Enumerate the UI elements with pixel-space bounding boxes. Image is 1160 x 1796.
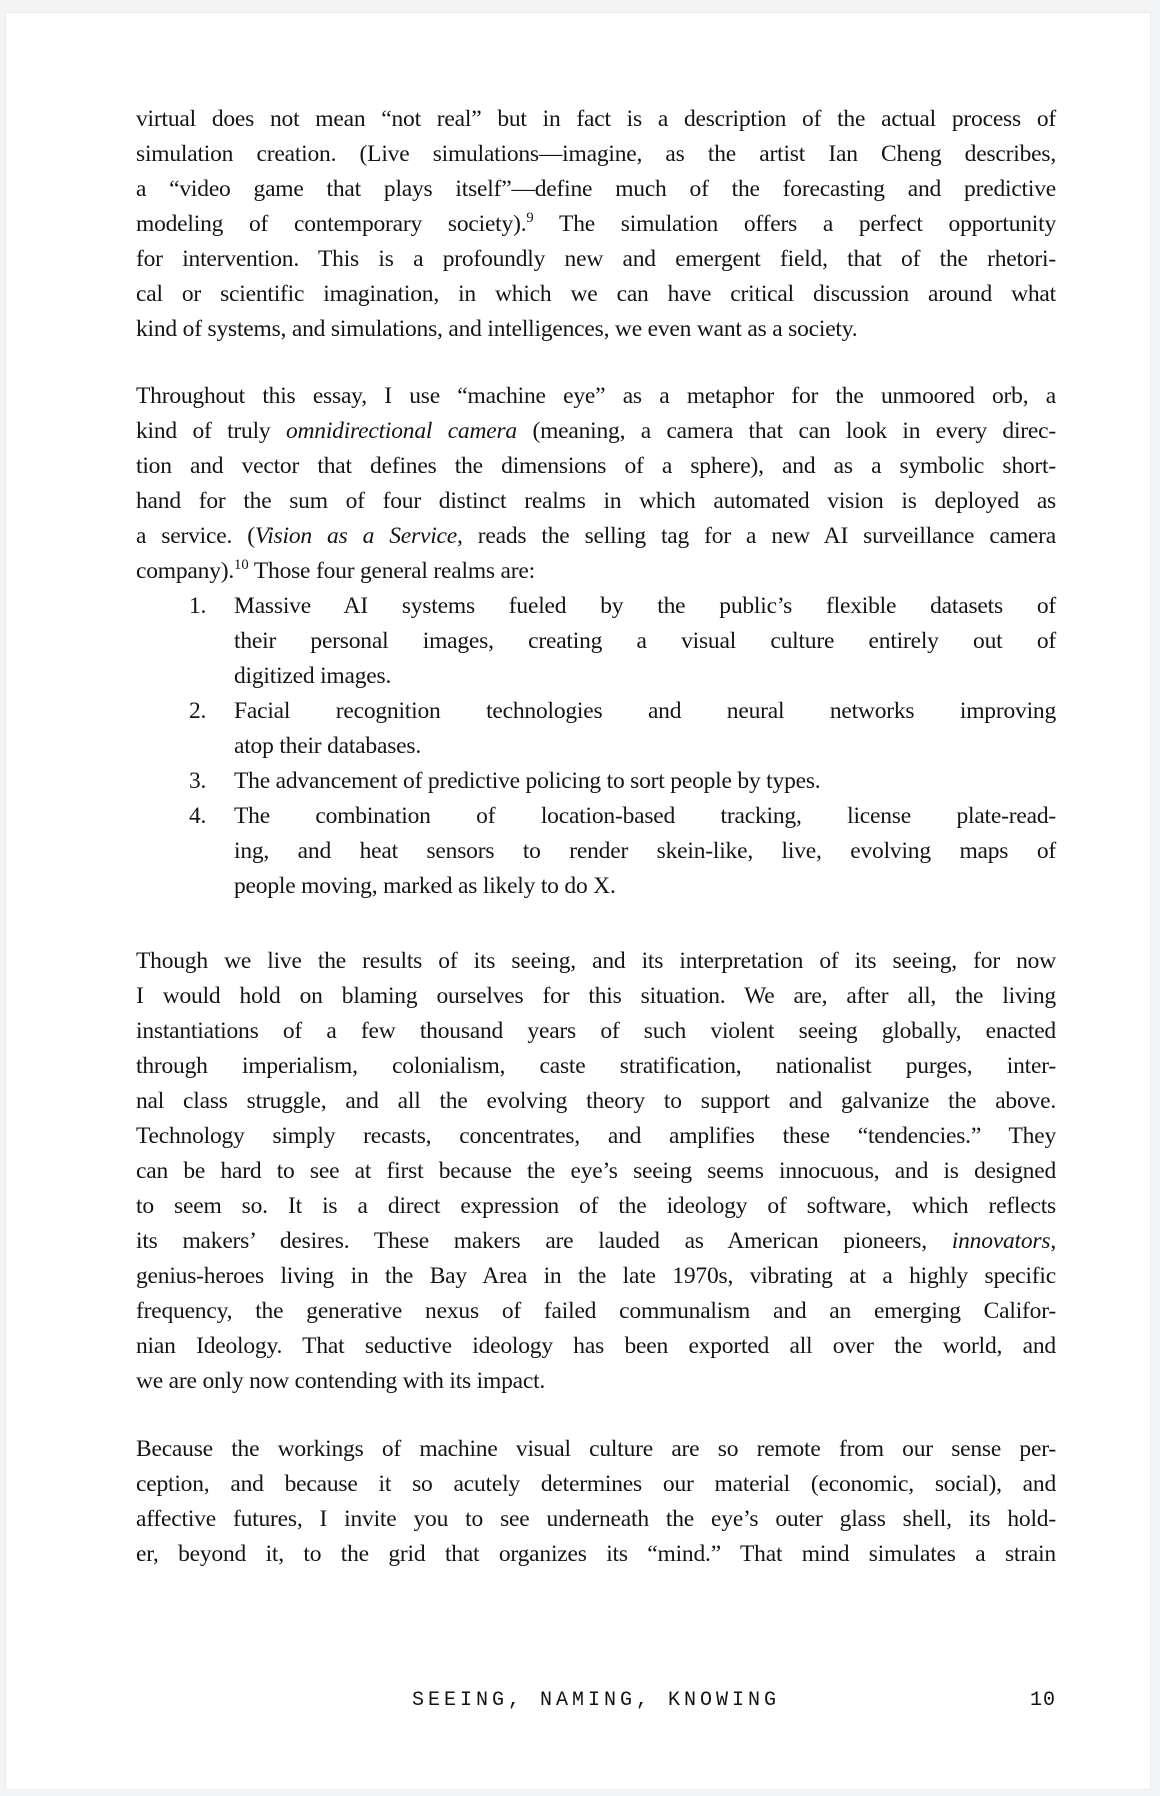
list-item-marker: 4.: [189, 803, 207, 829]
document-page: [5, 12, 1151, 1790]
text-line: I would hold on blaming ourselves for this situation. We are, after all, the living: [136, 983, 1056, 1009]
list-item: [136, 589, 1056, 694]
text-line: a “video game that plays itself”—define much of the forecasting and predictive: [136, 176, 1056, 202]
text-line: for intervention. This is a profoundly new and emergent field, that of the rhetori-: [136, 246, 1056, 272]
text-line: genius-heroes living in the Bay Area in the late 1970s, vibrating at a highly specific: [136, 1263, 1056, 1289]
text-line: its makers’ desires. These makers are lauded as American pioneers, innovators,: [136, 1228, 1056, 1254]
text-line: Technology simply recasts, concentrates, and amplifies these “tendencies.” They: [136, 1123, 1056, 1149]
text-line: Throughout this essay, I use “machine eye” as a metaphor for the unmoored orb, a: [136, 383, 1056, 409]
text-line: nal class struggle, and all the evolving theory to support and galvanize the above.: [136, 1088, 1056, 1114]
text-line: kind of truly omnidirectional camera (meaning, a camera that can look in every direc-: [136, 418, 1057, 444]
four-realms-list: [136, 589, 1056, 904]
text-line: their personal images, creating a visual culture entirely out of: [234, 628, 1056, 654]
text-line: cal or scientific imagination, in which we can have critical discussion around what: [136, 281, 1056, 307]
list-item-marker: 3.: [189, 768, 207, 794]
text-line: people moving, marked as likely to do X.: [234, 873, 616, 899]
text-column: [136, 102, 1056, 1572]
list-item: [136, 764, 1056, 799]
text-line: The advancement of predictive policing to sort people by types.: [234, 768, 821, 794]
page-footer: [136, 1689, 1056, 1719]
text-line: through imperialism, colonialism, caste stratification, nationalist purges, inter-: [136, 1053, 1056, 1079]
text-line: Facial recognition technologies and neural networks improving: [234, 698, 1056, 724]
text-line: Because the workings of machine visual culture are so remote from our sense per-: [136, 1436, 1056, 1462]
page-number: 10: [1029, 1689, 1056, 1712]
text-line: simulation creation. (Live simulations—imagine, as the artist Ian Cheng describes,: [136, 141, 1056, 167]
violent-seeing: [136, 944, 1056, 1399]
list-item: [136, 799, 1056, 904]
text-line: tion and vector that defines the dimensions of a sphere), and as a symbolic short-: [136, 453, 1056, 479]
text-line: nian Ideology. That seductive ideology has been exported all over the world, and: [136, 1333, 1056, 1359]
text-line: Though we live the results of its seeing, and its interpretation of its seeing, for now: [136, 948, 1056, 974]
text-line: we are only now contending with its impact.: [136, 1368, 546, 1394]
text-line: frequency, the generative nexus of failed communalism and an emerging Califor-: [136, 1298, 1056, 1324]
text-line: hand for the sum of four distinct realms in which automated vision is deployed as: [136, 488, 1056, 514]
text-line: a service. (Vision as a Service, reads the selling tag for a new AI surveillance camera: [136, 523, 1056, 549]
text-line: digitized images.: [234, 663, 392, 689]
text-line: modeling of contemporary society).$^9$ The simulation offers a perfect opportunity: [136, 210, 1056, 237]
list-item: [136, 694, 1056, 764]
running-title: SEEING, NAMING, KNOWING: [411, 1689, 781, 1712]
invitation: [136, 1432, 1056, 1572]
text-line: er, beyond it, to the grid that organizes its “mind.” That mind simulates a strain: [136, 1541, 1056, 1567]
text-line: kind of systems, and simulations, and intelligences, we even want as a society.: [136, 316, 858, 342]
text-line: affective futures, I invite you to see underneath the eye’s outer glass shell, its hold-: [136, 1506, 1056, 1532]
text-line: ing, and heat sensors to render skein-like, live, evolving maps of: [234, 838, 1056, 864]
text-line: ception, and because it so acutely determines our material (economic, social), and: [136, 1471, 1056, 1497]
text-line: can be hard to see at first because the eye’s seeing seems innocuous, and is designed: [136, 1158, 1056, 1184]
text-line: to seem so. It is a direct expression of the ideology of software, which reflects: [136, 1193, 1056, 1219]
intro-simulation: [136, 102, 1056, 347]
text-line: The combination of location-based tracking, license plate-read-: [234, 803, 1056, 829]
text-line: Massive AI systems fueled by the public’s flexible datasets of: [234, 593, 1056, 619]
machine-eye-definition: [136, 379, 1056, 589]
text-line: virtual does not mean “not real” but in fact is a description of the actual process of: [136, 106, 1056, 132]
text-line: instantiations of a few thousand years of such violent seeing globally, enacted: [136, 1018, 1056, 1044]
list-item-marker: 1.: [189, 593, 207, 619]
text-line: company).$^{10}$ Those four general realms are:: [136, 557, 535, 584]
list-item-marker: 2.: [189, 698, 207, 724]
text-line: atop their databases.: [234, 733, 421, 759]
